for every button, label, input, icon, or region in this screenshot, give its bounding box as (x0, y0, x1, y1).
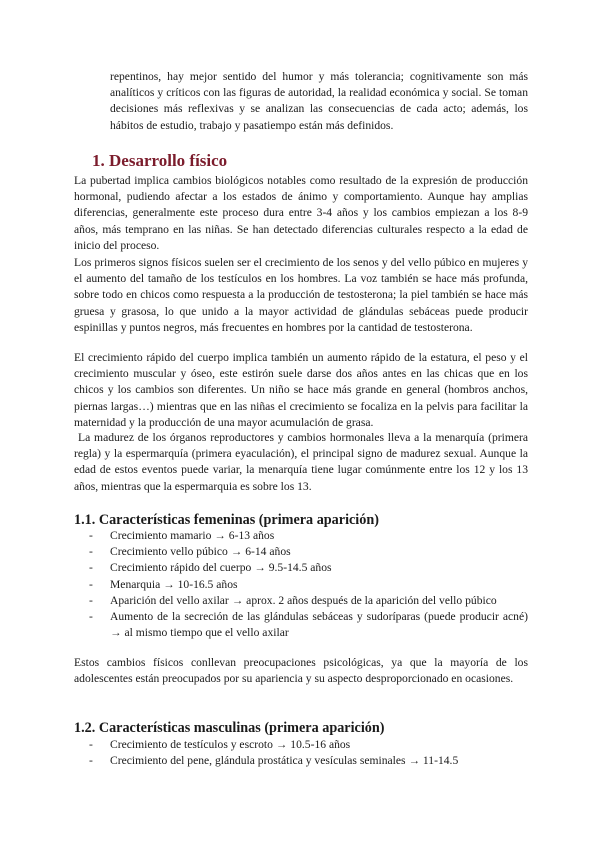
paragraph-maturity: La madurez de los órganos reproductores y cambios hormonales lleva a la menarquía (primera regla) y la espermarquía (primera eyaculación), el principal signo de madurez sexual. Aunque la edad de estos eventos puede variar, la menarquía tiene lugar comúnmente entre los 12 y los 13 años, mientras que la espermarquia es sobre los 13. (74, 431, 528, 493)
paragraph-puberty: La pubertad implica cambios biológicos notables como resultado de la expresión de producción hormonal, pudiendo afectar a los estados de ánimo y comportamiento. Aunque hay amplias diferencias, generalmente este proceso dura entre 3-4 años y los cambios empiezan a los 8-9 años, más temprano en las niñas. Se han detectado diferencias culturales respecto a la edad de inicio del proceso. (74, 174, 528, 252)
list-item: - Crecimiento mamario → 6-13 años (89, 529, 275, 542)
male-characteristics-list (74, 737, 528, 769)
paragraph-psychological: Estos cambios físicos conllevan preocupaciones psicológicas, ya que la mayoría de los adolescentes están preocupados por su apariencia y su aspecto desproporcionado en ocasiones. (74, 656, 528, 686)
female-characteristics-list (74, 528, 528, 641)
list-item: - Crecimiento del pene, glándula prostática y vesículas seminales → 11-14.5 (89, 754, 459, 768)
list-item: - Crecimiento de testículos y escroto → 10.5-16 años (89, 738, 351, 751)
paragraph-first-signs: Los primeros signos físicos suelen ser el crecimiento de los senos y del vello púbico en mujeres y el aumento del tamaño de los testículos en los hombres. La voz también se hace más profunda, sobre todo en chicos como respuesta a la producción de testosterona; la piel también se hace más gruesa y grasosa, lo que unido a la mayor actividad de glándulas sebáceas puede producir espinillas y puntos negros, más frecuentes en hombres por la cantidad de testosterona. (74, 256, 528, 334)
list-item: - Menarquia → 10-16.5 años (89, 577, 238, 591)
list-item: - Aparición del vello axilar → aprox. 2 años después de la aparición del vello púbico (89, 593, 497, 607)
list-item: - Crecimiento rápido del cuerpo → 9.5-14.5 años (89, 561, 332, 575)
intro-continuation: repentinos, hay mejor sentido del humor y más tolerancia; cognitivamente son más analíticos y críticos con las figuras de autoridad, la realidad económica y social. Se toman decisiones más reflexivas y se analizan las consecuencias de cada acto; además, los hábitos de estudio, trabajo y pasatiempo están más definidos. (110, 70, 528, 132)
paragraph-growth: El crecimiento rápido del cuerpo implica también un aumento rápido de la estatura, el peso y el crecimiento muscular y óseo, este estirón suele darse dos años antes en las chicas que en los chicos y los cambios son diferentes. Un niño se hace más grande en general (hombros anchos, piernas largas…) mientras que en las niñas el crecimiento se focaliza en la pelvis para facilitar la maternidad y la producción de una mayor acumulación de grasa. (74, 351, 528, 429)
list-item: - Aumento de la secreción de las glándulas sebáceas y sudoríparas (puede producir acné) → al mismo tiempo que el vello axilar (89, 610, 528, 640)
subsection-female-heading: 1.1. Características femeninas (primera aparición) (74, 512, 379, 528)
list-item: - Crecimiento vello púbico → 6-14 años (89, 545, 291, 559)
subsection-male-heading: 1.2. Características masculinas (primera aparición) (74, 720, 385, 736)
section-heading: 1. Desarrollo físico (92, 151, 228, 170)
